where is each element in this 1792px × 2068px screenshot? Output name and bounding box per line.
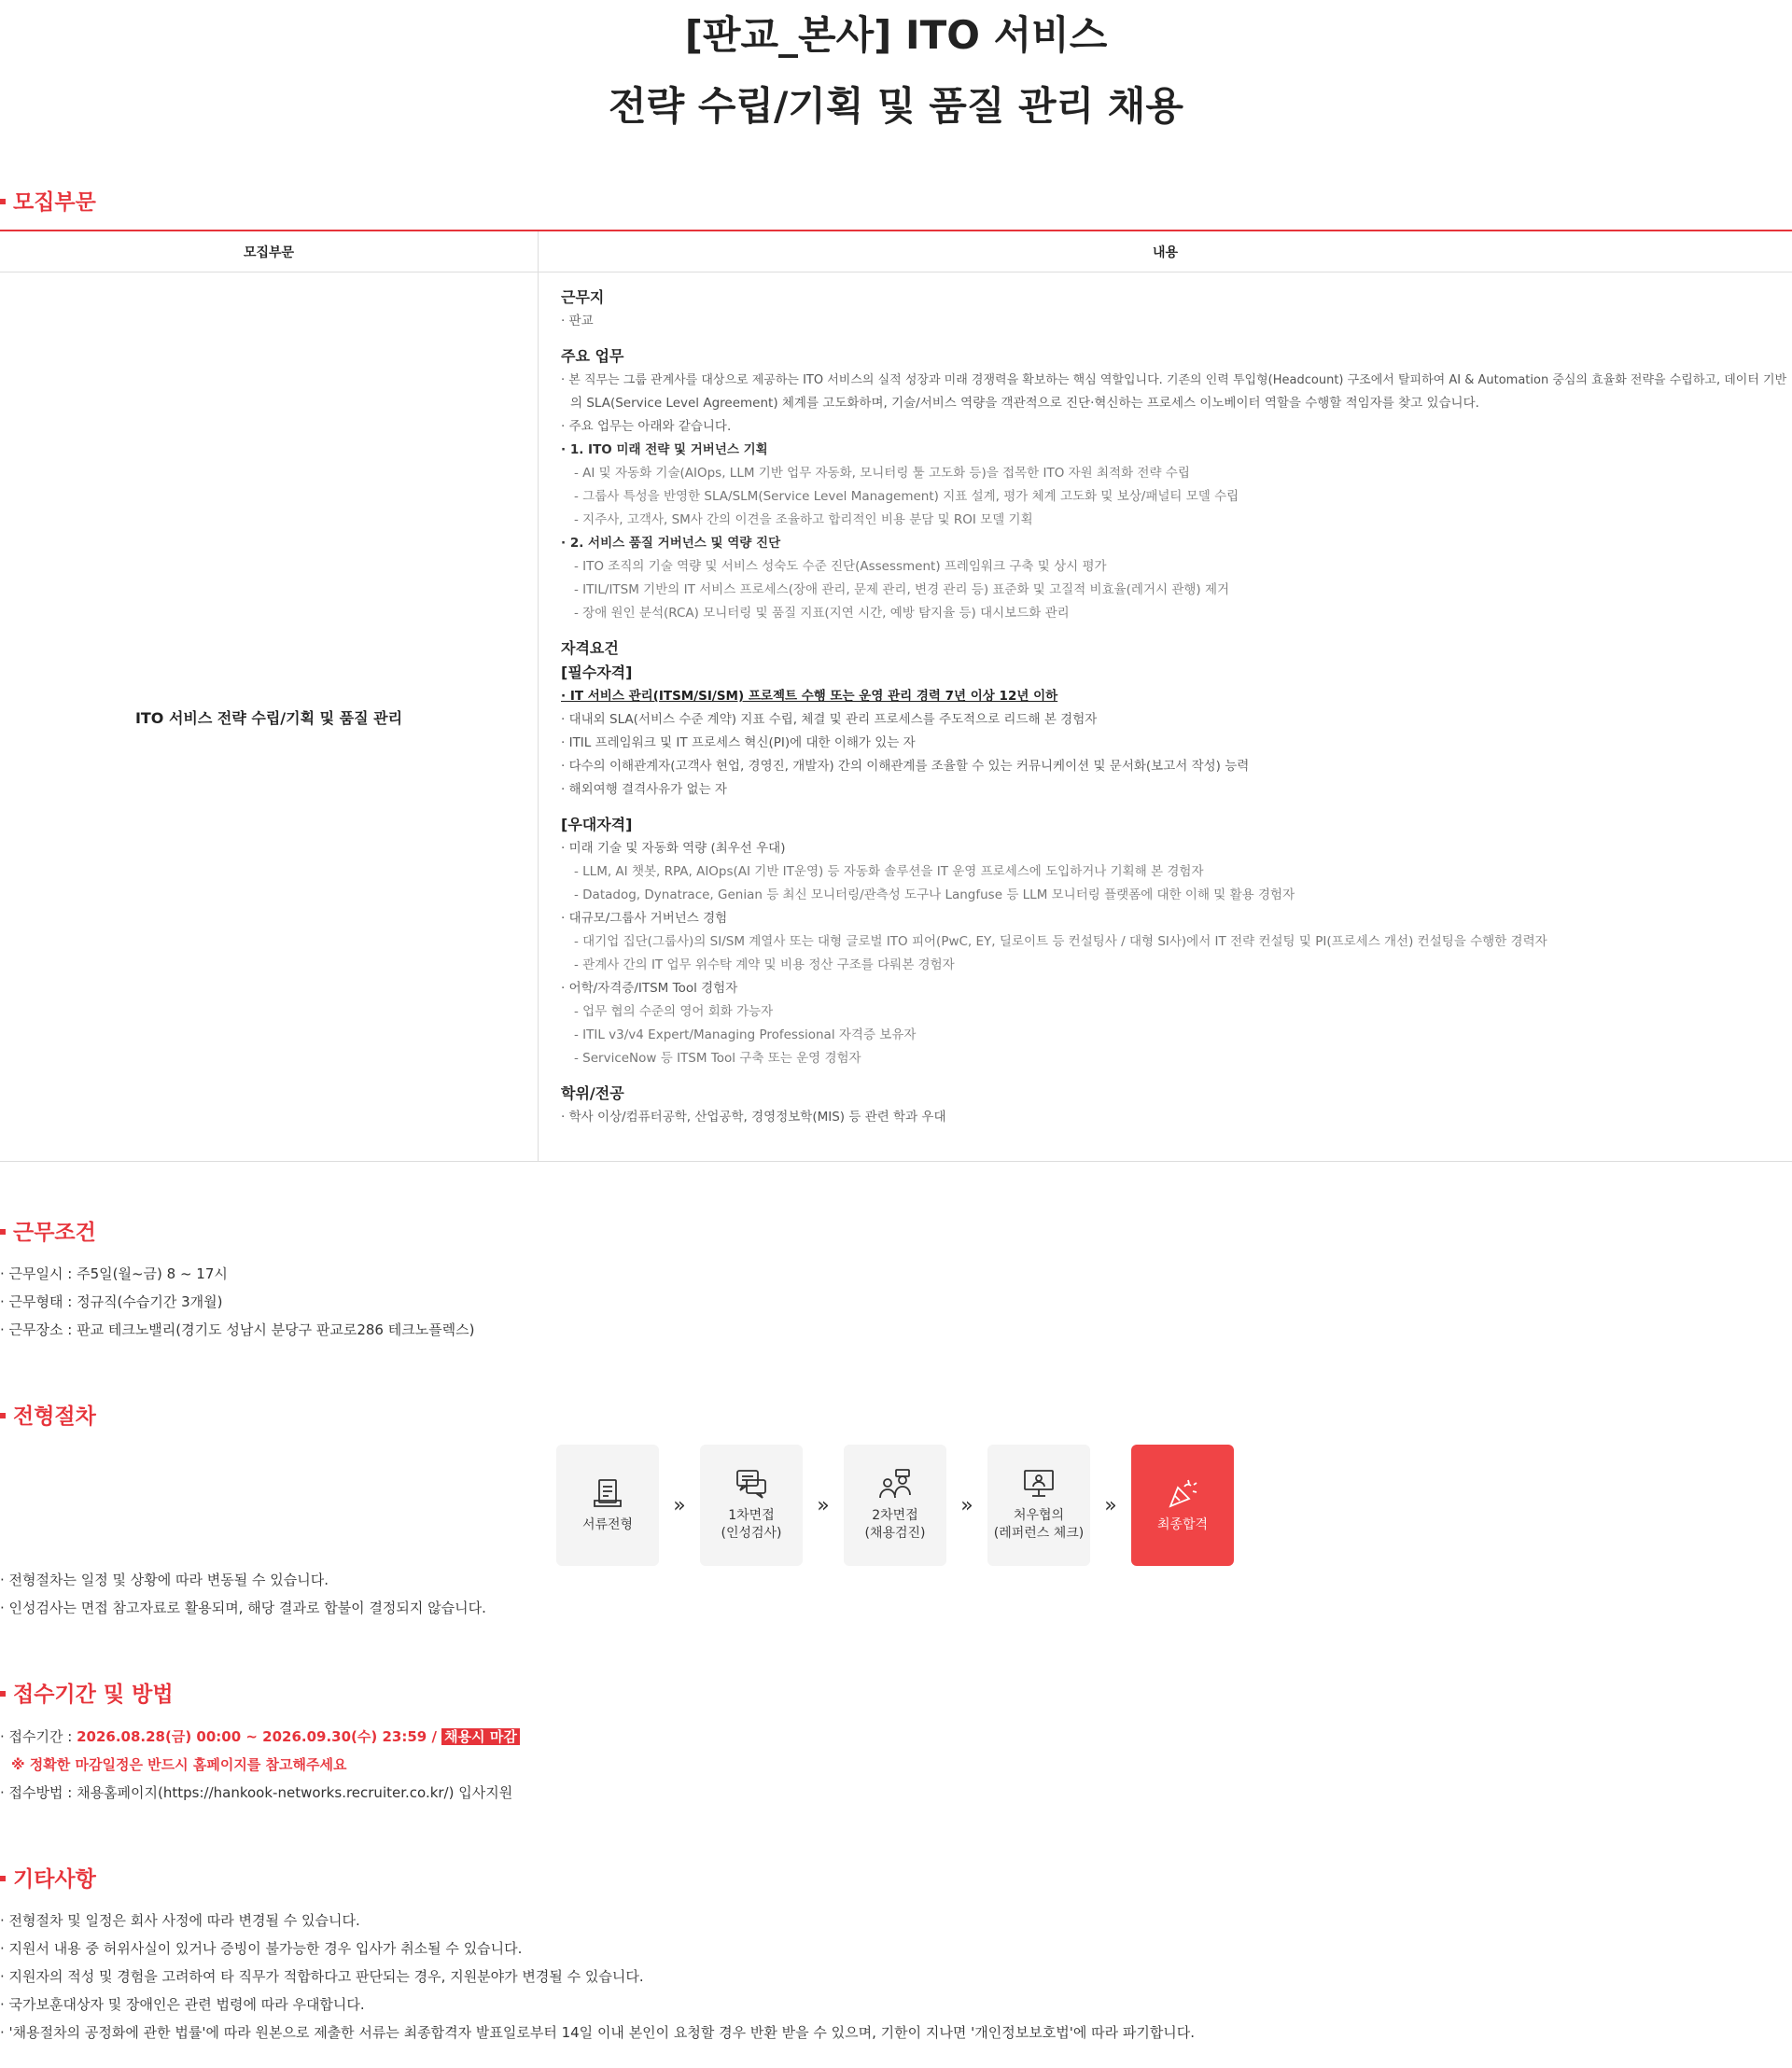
section-etc-title [0, 1865, 96, 1893]
title-line-1: [판교_본사] ITO 서비스 [684, 12, 1108, 58]
apply-period-value: 2026.08.28(금) 00:00 ~ 2026.09.30(수) 23:59 / [77, 1728, 442, 1745]
list-item: - LLM, AI 챗봇, RPA, AIOps(AI 기반 IT운영) 등 자동화 솔루션을 IT 운영 프로세스에 도입하거나 기획해 본 경험자 [574, 864, 1204, 879]
position-content [539, 272, 1792, 1161]
preferred-group-head: · 대규모/그룹사 거버넌스 경험 [561, 911, 728, 926]
step-3-label: 2차면접 [872, 1508, 918, 1523]
apply-info [0, 1723, 520, 1807]
section-marker [0, 1413, 6, 1418]
header-content: 내용 [1152, 245, 1179, 260]
list-item: - ITIL v3/v4 Expert/Managing Professional 자격증 보유자 [574, 1027, 917, 1042]
duties-intro-2: 의 SLA(Service Level Agreement) 체계를 고도화하며, 기술/서비스 역량을 객관적으로 진단·혁신하는 프로세스 이노베이터 역할을 수행할 적임자를 찾고 있습니다. [570, 396, 1479, 411]
list-item: - 그룹사 특성을 반영한 SLA/SLM(Service Level Management) 지표 설계, 평가 체계 고도화 및 보상/패널티 모델 수립 [574, 489, 1239, 504]
step-3-sublabel: (채용검진) [864, 1526, 926, 1541]
section-marker [0, 1876, 6, 1881]
etc-item: · '채용절차의 공정화에 관한 법률'에 따라 원본으로 제출한 서류는 최종합격자 발표일로부터 14일 이내 본인이 요청할 경우 반환 받을 수 있으며, 기한이 지나면 '개인정보보호법'에 따라 파기합니다. [0, 2024, 1196, 2041]
list-item: · 대내외 SLA(서비스 수준 계약) 지표 수립, 체결 및 관리 프로세스를 주도적으로 리드해 본 경험자 [561, 712, 1098, 727]
list-item: - ITIL/ITSM 기반의 IT 서비스 프로세스(장애 관리, 문제 관리, 변경 관리 등) 표준화 및 고질적 비효율(레거시 관행) 제거 [574, 582, 1230, 597]
step-2-sublabel: (인성검사) [721, 1526, 782, 1541]
recruit-table [0, 230, 1792, 1162]
table-header [0, 231, 1792, 272]
location-title: 근무지 [561, 288, 605, 306]
qualification-title: 자격요건 [561, 639, 619, 657]
condition-item: · 근무일시 : 주5일(월~금) 8 ~ 17시 [0, 1265, 228, 1282]
apply-close-badge: 채용시 마감 [441, 1728, 520, 1745]
step-first-interview [700, 1445, 803, 1566]
section-recruit-title [0, 189, 96, 217]
step-negotiation [987, 1445, 1090, 1566]
list-item: - AI 및 자동화 기술(AIOps, LLM 기반 업무 자동화, 모니터링 툴 고도화 등)을 접목한 ITO 자원 최적화 전략 수립 [574, 466, 1190, 481]
step-document-screening [556, 1445, 659, 1566]
party-popper-icon [1166, 1477, 1199, 1509]
list-item: - 관계사 간의 IT 업무 위수탁 계약 및 비용 정산 구조를 다뤄본 경험자 [574, 957, 955, 972]
duty1-list [561, 462, 1792, 532]
chevron-right-icon: » [673, 1493, 686, 1517]
interview-icon [877, 1468, 913, 1500]
position-name: ITO 서비스 전략 수립/기획 및 품질 관리 [0, 272, 539, 1161]
list-item: - 대기업 집단(그룹사)의 SI/SM 계열사 또는 대형 글로벌 ITO 피어(PwC, EY, 딜로이트 등 컨설팅사 / 대형 SI사)에서 IT 전략 컨설팅 및 PI(프로세스 개선) 컨설팅을 수행한 경력자 [574, 934, 1547, 949]
list-item: · 해외여행 결격사유가 없는 자 [561, 782, 727, 797]
preferred-group-head: · 어학/자격증/ITSM Tool 경험자 [561, 981, 738, 996]
chat-icon [735, 1468, 768, 1500]
required-first-item: · IT 서비스 관리(ITSM/SI/SM) 프로젝트 수행 또는 운영 관리 경력 7년 이상 12년 이하 [561, 689, 1058, 704]
section-conditions-label: 근무조건 [13, 1221, 96, 1245]
preferred-group-head: · 미래 기술 및 자동화 역량 (최우선 우대) [561, 841, 786, 856]
preferred-list [561, 837, 1792, 1070]
etc-item: · 지원자의 적성 및 경험을 고려하여 타 직무가 적합하다고 판단되는 경우, 지원분야가 변경될 수 있습니다. [0, 1968, 644, 1985]
etc-item: · 지원서 내용 중 허위사실이 있거나 증빙이 불가능한 경우 입사가 취소될 수 있습니다. [0, 1940, 523, 1957]
section-recruit-label: 모집부문 [13, 190, 96, 215]
location-value: · 판교 [561, 314, 594, 328]
section-conditions-title [0, 1219, 96, 1247]
list-item: - 업무 협의 수준의 영어 회화 가능자 [574, 1004, 774, 1019]
condition-item: · 근무형태 : 정규직(수습기간 3개월) [0, 1293, 223, 1310]
section-process-label: 전형절차 [13, 1404, 96, 1429]
chevron-right-icon: » [960, 1493, 973, 1517]
list-item: - Datadog, Dynatrace, Genian 등 최신 모니터링/관측성 도구나 Langfuse 등 LLM 모니터링 플랫폼에 대한 이해 및 활용 경험자 [574, 887, 1295, 902]
section-apply-label: 접수기간 및 방법 [13, 1683, 174, 1707]
chevron-right-icon: » [1104, 1493, 1117, 1517]
section-marker [0, 199, 6, 204]
process-steps [556, 1445, 1234, 1566]
section-process-title [0, 1403, 96, 1431]
conditions-list [0, 1260, 475, 1344]
list-item: - 장애 원인 분석(RCA) 모니터링 및 품질 지표(지연 시간, 예방 탐지율 등) 대시보드화 관리 [574, 606, 1070, 621]
step-1-label: 서류전형 [581, 1516, 634, 1532]
step-5-label: 최종합격 [1156, 1516, 1209, 1532]
monitor-person-icon [1022, 1468, 1056, 1500]
process-note: · 전형절차는 일정 및 상황에 따라 변동될 수 있습니다. [0, 1572, 329, 1588]
section-etc-label: 기타사항 [13, 1867, 96, 1892]
etc-item: · 전형절차 및 일정은 회사 사정에 따라 변경될 수 있습니다. [0, 1912, 360, 1929]
duties-intro-1: · 본 직무는 그룹 관계사를 대상으로 제공하는 ITO 서비스의 실적 성장과 미래 경쟁력을 확보하는 핵심 역할입니다. 기존의 인력 투입형(Headcount) 구조에서 탈피하여 AI & Automation 중심의 효율화 전략을 수립하고, 데이터 기반 [561, 373, 1787, 387]
duty2-title: · 2. 서비스 품질 거버넌스 및 역량 진단 [561, 536, 781, 551]
duty2-list [561, 555, 1792, 625]
process-notes [0, 1566, 486, 1622]
step-final-pass [1131, 1445, 1234, 1566]
condition-item: · 근무장소 : 판교 테크노밸리(경기도 성남시 분당구 판교로286 테크노플렉스) [0, 1321, 475, 1338]
apply-period-label: · 접수기간 : [0, 1728, 77, 1745]
step-4-label: 처우협의 [1013, 1508, 1065, 1523]
section-apply-title [0, 1681, 174, 1709]
title-line-2: 전략 수립/기획 및 품질 관리 채용 [609, 83, 1183, 129]
degree-title: 학위/전공 [561, 1084, 624, 1102]
preferred-title: [우대자격] [561, 816, 633, 833]
etc-item: · 국가보훈대상자 및 장애인은 관련 법령에 따라 우대합니다. [0, 1996, 365, 2013]
section-marker [0, 1691, 6, 1697]
step-4-sublabel: (레퍼런스 체크) [993, 1526, 1085, 1541]
document-icon [592, 1477, 623, 1509]
table-row [0, 272, 1792, 1161]
list-item: · ITIL 프레임워크 및 IT 프로세스 혁신(PI)에 대한 이해가 있는 자 [561, 735, 916, 750]
duties-intro-3: · 주요 업무는 아래와 같습니다. [561, 419, 732, 434]
list-item: · 다수의 이해관계자(고객사 현업, 경영진, 개발자) 간의 이해관계를 조율할 수 있는 커뮤니케이션 및 문서화(보고서 작성) 능력 [561, 759, 1250, 774]
chevron-right-icon: » [817, 1493, 830, 1517]
list-item: - 지주사, 고객사, SM사 간의 이견을 조율하고 합리적인 비용 분담 및 ROI 모델 기획 [574, 512, 1033, 527]
required-title: [필수자격] [561, 664, 633, 681]
duty1-title: · 1. ITO 미래 전략 및 거버넌스 기획 [561, 442, 768, 457]
header-recruit: 모집부문 [0, 231, 539, 272]
degree-value: · 학사 이상/컴퓨터공학, 산업공학, 경영정보학(MIS) 등 관련 학과 우대 [561, 1110, 946, 1125]
section-marker [0, 1229, 6, 1235]
step-second-interview [844, 1445, 946, 1566]
apply-period [0, 1723, 520, 1751]
list-item: - ServiceNow 등 ITSM Tool 구축 또는 운영 경험자 [574, 1051, 861, 1066]
duties-title: 주요 업무 [561, 347, 624, 365]
step-2-label: 1차면접 [728, 1508, 775, 1523]
etc-list [0, 1907, 1195, 2047]
required-list [561, 708, 1792, 802]
list-item: - ITO 조직의 기술 역량 및 서비스 성숙도 수준 진단(Assessment) 프레임워크 구축 및 상시 평가 [574, 559, 1107, 574]
page-title [0, 0, 1792, 142]
apply-notice: ※ 정확한 마감일정은 반드시 홈페이지를 참고해주세요 [11, 1756, 347, 1773]
apply-method: · 접수방법 : 채용홈페이지(https://hankook-networks.recruiter.co.kr/) 입사지원 [0, 1784, 513, 1801]
process-note: · 인성검사는 면접 참고자료로 활용되며, 해당 결과로 합불이 결정되지 않습니다. [0, 1600, 486, 1616]
